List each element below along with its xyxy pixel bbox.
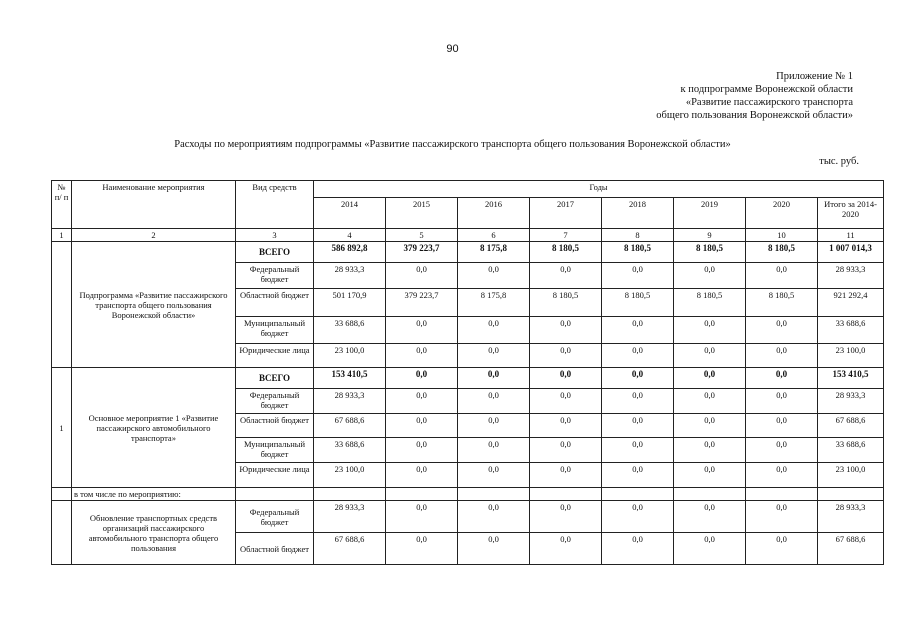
value-cell: 0,0 [746, 414, 818, 438]
value-cell: 0,0 [530, 414, 602, 438]
value-cell: 379 223,7 [386, 242, 458, 263]
value-cell: 0,0 [458, 263, 530, 289]
value-cell: 0,0 [602, 389, 674, 414]
value-cell: 0,0 [746, 463, 818, 488]
fund-type: Областной бюджет [236, 289, 314, 317]
value-cell: 8 180,5 [746, 242, 818, 263]
value-cell: 0,0 [746, 317, 818, 344]
value-cell: 0,0 [530, 501, 602, 533]
total-cell: 67 688,6 [818, 533, 884, 565]
value-cell: 0,0 [674, 263, 746, 289]
incl-label: в том числе по мероприятию: [72, 488, 236, 501]
value-cell: 153 410,5 [314, 368, 386, 389]
value-cell: 8 180,5 [674, 242, 746, 263]
fund-type: ВСЕГО [236, 242, 314, 263]
fund-type [236, 488, 314, 501]
header-fund: Вид средств [236, 181, 314, 229]
value-cell: 8 180,5 [530, 242, 602, 263]
total-cell: 1 007 014,3 [818, 242, 884, 263]
total-cell: 67 688,6 [818, 414, 884, 438]
value-cell: 0,0 [458, 533, 530, 565]
value-cell: 0,0 [386, 389, 458, 414]
value-cell: 0,0 [746, 368, 818, 389]
row-num [52, 242, 72, 368]
row-num [52, 501, 72, 565]
value-cell: 23 100,0 [314, 463, 386, 488]
value-cell: 0,0 [386, 501, 458, 533]
value-cell: 0,0 [746, 533, 818, 565]
row-num [52, 488, 72, 501]
header-year: 2017 [530, 198, 602, 229]
value-cell: 0,0 [530, 389, 602, 414]
column-number: 9 [674, 229, 746, 242]
value-cell: 0,0 [458, 438, 530, 463]
fund-type: Областной бюджет [236, 414, 314, 438]
value-cell: 0,0 [602, 317, 674, 344]
value-cell: 0,0 [386, 317, 458, 344]
value-cell: 8 180,5 [530, 289, 602, 317]
column-number: 6 [458, 229, 530, 242]
column-number: 2 [72, 229, 236, 242]
value-cell: 8 180,5 [602, 242, 674, 263]
value-cell: 0,0 [746, 501, 818, 533]
value-cell: 33 688,6 [314, 438, 386, 463]
value-cell: 0,0 [386, 344, 458, 368]
value-cell: 586 892,8 [314, 242, 386, 263]
table-row [52, 501, 884, 533]
header-year: 2019 [674, 198, 746, 229]
value-cell: 0,0 [674, 501, 746, 533]
fund-type: Муниципальный бюджет [236, 317, 314, 344]
value-cell: 0,0 [458, 389, 530, 414]
total-cell: 921 292,4 [818, 289, 884, 317]
value-cell: 28 933,3 [314, 389, 386, 414]
value-cell: 0,0 [530, 317, 602, 344]
total-cell: 28 933,3 [818, 389, 884, 414]
value-cell: 0,0 [602, 533, 674, 565]
unit-label: тыс. руб. [819, 156, 859, 167]
column-number-row [52, 229, 884, 242]
value-cell: 8 180,5 [674, 289, 746, 317]
header-years: Годы [314, 181, 884, 198]
measure-name: Подпрограмма «Развитие пассажирского транспорта общего пользования Воронежской области» [72, 242, 236, 368]
header-year: 2020 [746, 198, 818, 229]
value-cell: 0,0 [458, 414, 530, 438]
value-cell: 8 175,8 [458, 242, 530, 263]
fund-type: ВСЕГО [236, 368, 314, 389]
header-total: Итого за 2014-2020 [818, 198, 884, 229]
value-cell: 379 223,7 [386, 289, 458, 317]
value-cell: 0,0 [674, 533, 746, 565]
column-number: 4 [314, 229, 386, 242]
appendix-note [656, 70, 853, 122]
value-cell: 0,0 [458, 317, 530, 344]
value-cell: 0,0 [674, 463, 746, 488]
value-cell: 501 170,9 [314, 289, 386, 317]
fund-type: Юридические лица [236, 463, 314, 488]
fund-type: Юридические лица [236, 344, 314, 368]
value-cell: 0,0 [746, 438, 818, 463]
appendix-line: к подпрограмме Воронежской области [680, 84, 853, 95]
total-cell: 28 933,3 [818, 501, 884, 533]
fund-type: Федеральный бюджет [236, 501, 314, 533]
column-number: 3 [236, 229, 314, 242]
value-cell: 28 933,3 [314, 263, 386, 289]
header-year: 2016 [458, 198, 530, 229]
appendix-line: «Развитие пассажирского транспорта [685, 97, 853, 108]
header-year: 2018 [602, 198, 674, 229]
fund-type: Федеральный бюджет [236, 389, 314, 414]
value-cell: 0,0 [674, 438, 746, 463]
header-num: № п/ п [52, 181, 72, 229]
value-cell: 0,0 [530, 463, 602, 488]
appendix-line: Приложение № 1 [776, 71, 853, 82]
header-year: 2015 [386, 198, 458, 229]
value-cell: 0,0 [530, 438, 602, 463]
value-cell: 0,0 [746, 344, 818, 368]
fund-type: Муниципальный бюджет [236, 438, 314, 463]
value-cell: 33 688,6 [314, 317, 386, 344]
value-cell: 0,0 [458, 368, 530, 389]
total-cell: 23 100,0 [818, 344, 884, 368]
column-number: 11 [818, 229, 884, 242]
value-cell: 0,0 [674, 317, 746, 344]
expenses-table [51, 180, 884, 565]
total-cell: 153 410,5 [818, 368, 884, 389]
value-cell: 0,0 [674, 414, 746, 438]
value-cell: 0,0 [602, 463, 674, 488]
measure-name: Основное мероприятие 1 «Развитие пассажирского автомобильного транспорта» [72, 368, 236, 488]
fund-type: Областной бюджет [236, 533, 314, 565]
appendix-line: общего пользования Воронежской области» [656, 110, 853, 121]
value-cell: 8 175,8 [458, 289, 530, 317]
total-cell: 23 100,0 [818, 463, 884, 488]
value-cell: 0,0 [674, 344, 746, 368]
value-cell: 0,0 [530, 368, 602, 389]
table-row [52, 242, 884, 263]
value-cell: 0,0 [530, 533, 602, 565]
value-cell: 0,0 [458, 501, 530, 533]
value-cell: 0,0 [602, 501, 674, 533]
value-cell: 0,0 [602, 438, 674, 463]
value-cell: 0,0 [458, 463, 530, 488]
column-number: 1 [52, 229, 72, 242]
value-cell: 0,0 [602, 368, 674, 389]
value-cell: 0,0 [530, 344, 602, 368]
value-cell: 23 100,0 [314, 344, 386, 368]
header-year: 2014 [314, 198, 386, 229]
value-cell: 0,0 [602, 263, 674, 289]
document-title: Расходы по мероприятиям подпрограммы «Развитие пассажирского транспорта общего пользования Воронежской области» [174, 139, 731, 150]
value-cell: 0,0 [386, 368, 458, 389]
value-cell: 0,0 [386, 438, 458, 463]
value-cell: 0,0 [674, 368, 746, 389]
header-name: Наименование мероприятия [72, 181, 236, 229]
column-number: 8 [602, 229, 674, 242]
fund-type: Федеральный бюджет [236, 263, 314, 289]
value-cell: 0,0 [746, 263, 818, 289]
value-cell: 0,0 [458, 344, 530, 368]
page-number: 90 [446, 43, 459, 55]
value-cell: 0,0 [386, 414, 458, 438]
table-row [52, 368, 884, 389]
value-cell: 0,0 [386, 463, 458, 488]
total-cell: 33 688,6 [818, 438, 884, 463]
total-cell: 33 688,6 [818, 317, 884, 344]
value-cell: 67 688,6 [314, 533, 386, 565]
row-num: 1 [52, 368, 72, 488]
table-row [52, 488, 884, 501]
value-cell: 0,0 [674, 389, 746, 414]
value-cell: 28 933,3 [314, 501, 386, 533]
total-cell: 28 933,3 [818, 263, 884, 289]
value-cell: 8 180,5 [602, 289, 674, 317]
column-number: 7 [530, 229, 602, 242]
value-cell: 0,0 [530, 263, 602, 289]
measure-name: Обновление транспортных средств организаций пассажирского автомобильного транспорта общего пользования [72, 501, 236, 565]
column-number: 5 [386, 229, 458, 242]
value-cell: 0,0 [602, 344, 674, 368]
value-cell: 0,0 [386, 533, 458, 565]
value-cell: 67 688,6 [314, 414, 386, 438]
value-cell: 0,0 [746, 389, 818, 414]
column-number: 10 [746, 229, 818, 242]
value-cell: 0,0 [602, 414, 674, 438]
value-cell: 0,0 [386, 263, 458, 289]
value-cell: 8 180,5 [746, 289, 818, 317]
